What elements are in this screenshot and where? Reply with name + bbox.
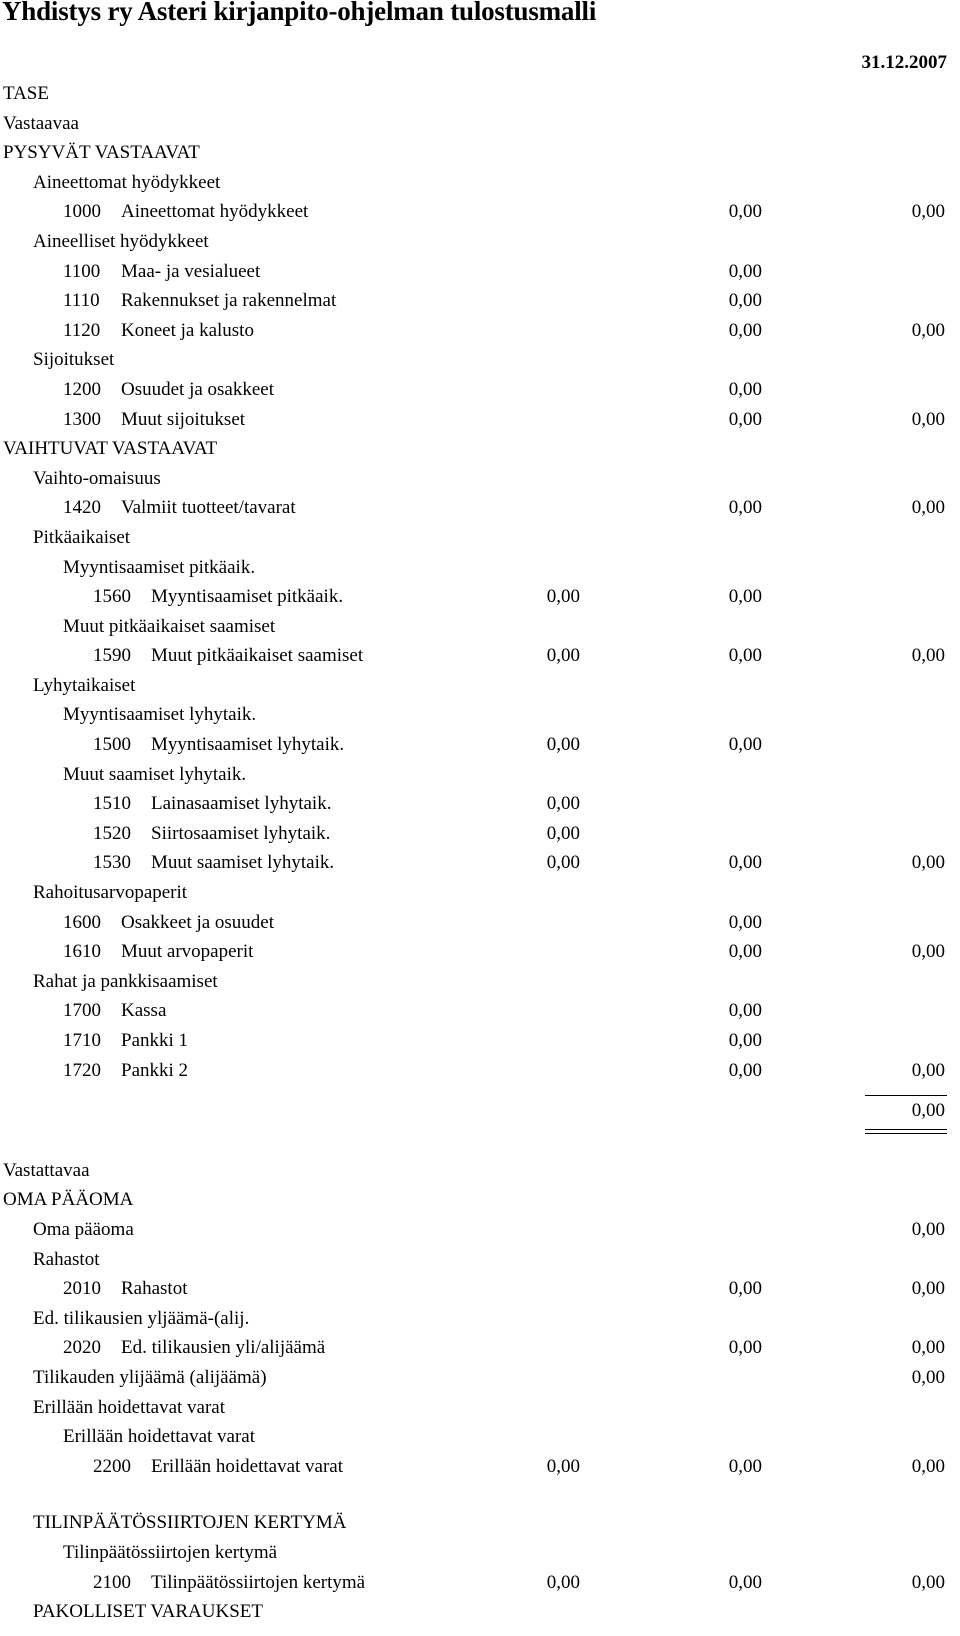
account-name: Tilikauden ylijäämä (alijäämä) xyxy=(33,1366,267,1388)
ledger-row xyxy=(0,760,960,790)
account-name: TASE xyxy=(3,83,49,104)
ledger-row xyxy=(0,848,960,878)
balance-sheet xyxy=(0,79,960,1627)
account-name: Muut sijoitukset xyxy=(121,408,246,430)
amount-c1: 0,00 xyxy=(728,941,762,963)
amount-cb: 0,00 xyxy=(728,645,762,667)
account-number: 2010 xyxy=(63,1278,101,1300)
ledger-row xyxy=(0,789,960,819)
account-name: Oma pääoma xyxy=(33,1218,134,1240)
account-name: VAIHTUVAT VASTAAVAT xyxy=(3,438,218,460)
row-label xyxy=(33,878,187,908)
account-name: Valmiit tuotteet/tavarat xyxy=(121,497,296,519)
report-date: 31.12.2007 xyxy=(861,52,947,73)
account-name: TILINPÄÄTÖSSIIRTOJEN KERTYMÄ xyxy=(33,1512,347,1534)
account-name: Rahastot xyxy=(121,1278,188,1300)
row-label xyxy=(63,1274,188,1304)
ledger-row xyxy=(0,700,960,730)
ledger-row xyxy=(0,1538,960,1568)
ledger-row xyxy=(0,1568,960,1598)
amount-c0: 0,00 xyxy=(546,822,580,844)
account-number: 1600 xyxy=(63,911,101,933)
amount-c0: 0,00 xyxy=(546,586,580,608)
account-name: Muut arvopaperit xyxy=(121,941,254,963)
account-number: 1610 xyxy=(63,941,101,963)
row-label xyxy=(33,1597,263,1627)
row-label xyxy=(63,1422,255,1452)
account-name: Myyntisaamiset lyhytaik. xyxy=(151,734,345,756)
ledger-row xyxy=(0,1026,960,1056)
account-name: Erillään hoidettavat varat xyxy=(33,1396,226,1418)
ledger-row xyxy=(0,1422,960,1452)
ledger-row xyxy=(0,1245,960,1275)
ledger-row xyxy=(0,1452,960,1482)
ledger-row xyxy=(0,996,960,1026)
account-name: Erillään hoidettavat varat xyxy=(63,1426,256,1448)
amount-c1: 0,00 xyxy=(728,408,762,430)
account-number: 1720 xyxy=(63,1059,101,1081)
account-name: Sijoitukset xyxy=(33,349,115,371)
spacer-row xyxy=(0,1085,960,1096)
account-name: Rahastot xyxy=(33,1248,100,1270)
amount-c1: 0,00 xyxy=(728,1030,762,1051)
amount-c0: 0,00 xyxy=(546,734,580,756)
amount-c2: 0,00 xyxy=(911,1455,945,1477)
row-label xyxy=(33,1363,267,1393)
amount-c1: 0,00 xyxy=(728,1000,762,1022)
ledger-row xyxy=(0,671,960,701)
account-name: Lainasaamiset lyhytaik. xyxy=(151,793,332,815)
account-name: Aineelliset hyödykkeet xyxy=(33,230,209,252)
ledger-row xyxy=(0,819,960,849)
account-name: Muut pitkäaikaiset saamiset xyxy=(151,645,364,667)
row-label xyxy=(33,1508,347,1538)
account-name: Aineettomat hyödykkeet xyxy=(33,171,221,193)
ledger-row xyxy=(0,937,960,967)
account-number: 1100 xyxy=(63,260,101,282)
ledger-row xyxy=(0,1333,960,1363)
amount-c2: 0,00 xyxy=(911,1100,945,1122)
row-label xyxy=(3,434,217,464)
row-label xyxy=(63,553,255,583)
amount-cb: 0,00 xyxy=(728,852,762,874)
row-label xyxy=(63,493,296,523)
row-label xyxy=(93,1568,365,1598)
ledger-row xyxy=(0,286,960,316)
amount-cb: 0,00 xyxy=(728,1455,762,1477)
ledger-row xyxy=(0,257,960,287)
total-double-rule xyxy=(865,1133,947,1134)
ledger-row xyxy=(0,908,960,938)
row-label xyxy=(33,464,161,494)
row-label xyxy=(3,1185,133,1215)
amount-c1: 0,00 xyxy=(728,378,762,400)
ledger-row xyxy=(0,434,960,464)
account-name: Erillään hoidettavat varat xyxy=(151,1455,344,1477)
amount-c2: 0,00 xyxy=(911,941,945,963)
row-label xyxy=(3,1156,90,1186)
row-label xyxy=(33,1393,225,1423)
account-name: Rahoitusarvopaperit xyxy=(33,882,188,904)
amount-c2: 0,00 xyxy=(911,852,945,874)
amount-c2: 0,00 xyxy=(911,497,945,519)
account-name: Muut saamiset lyhytaik. xyxy=(63,763,247,785)
account-number: 2200 xyxy=(93,1455,131,1477)
row-label xyxy=(63,286,336,316)
ledger-row xyxy=(0,730,960,760)
row-label xyxy=(63,1333,325,1363)
row-label xyxy=(93,1452,343,1482)
account-number: 1560 xyxy=(93,586,131,608)
amount-c1: 0,00 xyxy=(728,497,762,519)
account-name: Koneet ja kalusto xyxy=(121,319,254,341)
account-name: Siirtosaamiset lyhytaik. xyxy=(151,822,331,844)
row-label xyxy=(63,700,256,730)
amount-c1: 0,00 xyxy=(728,1278,762,1300)
account-name: Osuudet ja osakkeet xyxy=(121,378,275,400)
account-name: Muut saamiset lyhytaik. xyxy=(151,852,335,874)
account-number: 1700 xyxy=(63,1000,101,1022)
ledger-row xyxy=(0,227,960,257)
ledger-row xyxy=(0,1508,960,1538)
row-label xyxy=(93,582,343,612)
ledger-row xyxy=(0,1363,960,1393)
account-name: Tilinpäätössiirtojen kertymä xyxy=(151,1571,366,1593)
row-label xyxy=(93,848,334,878)
account-number: 1520 xyxy=(93,822,131,844)
account-name: OMA PÄÄOMA xyxy=(3,1189,134,1211)
row-label xyxy=(33,227,209,257)
ledger-row xyxy=(0,109,960,139)
amount-c2: 0,00 xyxy=(911,1571,945,1593)
amount-c2: 0,00 xyxy=(911,1278,945,1300)
account-name: Rahat ja pankkisaamiset xyxy=(33,970,218,992)
ledger-row xyxy=(0,967,960,997)
account-name: PYSYVÄT VASTAAVAT xyxy=(3,142,200,164)
row-label xyxy=(63,908,274,938)
ledger-row xyxy=(0,168,960,198)
amount-c1: 0,00 xyxy=(728,319,762,341)
ledger-row xyxy=(0,316,960,346)
amount-c2: 0,00 xyxy=(911,1366,945,1388)
amount-cb: 0,00 xyxy=(728,586,762,608)
spacer-row xyxy=(0,1126,960,1156)
amount-c1: 0,00 xyxy=(728,911,762,933)
ledger-row xyxy=(0,1304,960,1334)
account-number: 1590 xyxy=(93,645,131,667)
row-label xyxy=(33,1304,249,1334)
account-name: Rakennukset ja rakennelmat xyxy=(121,290,337,312)
amount-c1: 0,00 xyxy=(728,1059,762,1081)
amount-cb: 0,00 xyxy=(728,1571,762,1593)
row-label xyxy=(63,316,254,346)
row-label xyxy=(33,967,218,997)
row-label xyxy=(63,257,260,287)
row-label xyxy=(93,730,344,760)
account-name: Vaihto-omaisuus xyxy=(33,467,161,489)
ledger-row xyxy=(0,1056,960,1086)
account-number: 2020 xyxy=(63,1337,101,1359)
ledger-row xyxy=(0,79,960,109)
amount-c0: 0,00 xyxy=(546,852,580,874)
amount-c0: 0,00 xyxy=(546,645,580,667)
amount-c1: 0,00 xyxy=(728,1337,762,1359)
ledger-row xyxy=(0,612,960,642)
ledger-row xyxy=(0,878,960,908)
amount-c2: 0,00 xyxy=(911,201,945,223)
amount-c1: 0,00 xyxy=(728,201,762,223)
row-label xyxy=(63,612,275,642)
row-label xyxy=(63,1538,277,1568)
row-label xyxy=(3,79,49,109)
account-number: 1710 xyxy=(63,1030,101,1051)
ledger-row xyxy=(0,1393,960,1423)
ledger-row xyxy=(0,1215,960,1245)
amount-c0: 0,00 xyxy=(546,1571,580,1593)
row-label xyxy=(3,109,79,139)
row-label xyxy=(33,1215,134,1245)
row-label xyxy=(33,671,135,701)
account-name: Aineettomat hyödykkeet xyxy=(121,201,309,223)
amount-c2: 0,00 xyxy=(911,645,945,667)
account-number: 1200 xyxy=(63,378,101,400)
ledger-row xyxy=(0,493,960,523)
account-name: Pankki 1 xyxy=(121,1030,189,1051)
account-name: Muut pitkäaikaiset saamiset xyxy=(63,615,276,637)
ledger-row xyxy=(0,582,960,612)
account-name: Maa- ja vesialueet xyxy=(121,260,261,282)
account-number: 1530 xyxy=(93,852,131,874)
amount-c2: 0,00 xyxy=(911,408,945,430)
row-label xyxy=(33,523,130,553)
account-name: PAKOLLISET VARAUKSET xyxy=(33,1601,263,1623)
account-name: Ed. tilikausien yljäämä-(alij. xyxy=(33,1307,250,1329)
account-name: Lyhytaikaiset xyxy=(33,674,136,696)
row-label xyxy=(63,375,274,405)
ledger-row xyxy=(0,345,960,375)
account-number: 1000 xyxy=(63,201,101,223)
account-number: 1300 xyxy=(63,408,101,430)
row-label xyxy=(93,789,331,819)
account-number: 1120 xyxy=(63,319,101,341)
row-label xyxy=(33,1245,100,1275)
ledger-row xyxy=(0,1156,960,1186)
ledger-row xyxy=(0,197,960,227)
account-name: Pankki 2 xyxy=(121,1059,189,1081)
account-name: Tilinpäätössiirtojen kertymä xyxy=(63,1541,278,1563)
account-name: Vastattavaa xyxy=(3,1159,90,1181)
account-number: 1420 xyxy=(63,497,101,519)
account-name: Myyntisaamiset lyhytaik. xyxy=(63,704,257,726)
spacer-row xyxy=(0,1481,960,1508)
row-label xyxy=(33,345,114,375)
ledger-row xyxy=(0,464,960,494)
amount-c1: 0,00 xyxy=(728,260,762,282)
ledger-row xyxy=(0,553,960,583)
row-label xyxy=(63,996,166,1026)
ledger-row xyxy=(0,1597,960,1627)
ledger-row xyxy=(0,138,960,168)
account-name: Myyntisaamiset pitkäaik. xyxy=(151,586,344,608)
row-label xyxy=(93,819,330,849)
amount-c0: 0,00 xyxy=(546,1455,580,1477)
amount-cb: 0,00 xyxy=(728,734,762,756)
ledger-row xyxy=(0,405,960,435)
ledger-row xyxy=(0,375,960,405)
account-name: Ed. tilikausien yli/alijäämä xyxy=(121,1337,326,1359)
account-number: 2100 xyxy=(93,1571,131,1593)
ledger-row xyxy=(0,523,960,553)
account-name: Myyntisaamiset pitkäaik. xyxy=(63,556,256,578)
amount-c2: 0,00 xyxy=(911,1218,945,1240)
ledger-row xyxy=(0,1185,960,1215)
amount-c2: 0,00 xyxy=(911,1059,945,1081)
amount-c2: 0,00 xyxy=(911,1337,945,1359)
row-label xyxy=(63,197,308,227)
row-label xyxy=(33,168,220,198)
account-name: Vastaavaa xyxy=(3,112,79,134)
account-name: Pitkäaikaiset xyxy=(33,526,131,548)
account-name: Osakkeet ja osuudet xyxy=(121,911,275,933)
account-number: 1510 xyxy=(93,793,131,815)
account-number: 1110 xyxy=(63,290,100,312)
amount-c1: 0,00 xyxy=(728,290,762,312)
row-label xyxy=(3,138,200,168)
row-label xyxy=(93,641,363,671)
row-label xyxy=(63,760,246,790)
account-name: Kassa xyxy=(121,1000,167,1022)
row-label xyxy=(63,405,245,435)
row-label xyxy=(63,937,253,967)
ledger-row xyxy=(0,641,960,671)
amount-c2: 0,00 xyxy=(911,319,945,341)
ledger-row xyxy=(0,1274,960,1304)
account-number: 1500 xyxy=(93,734,131,756)
report-title: Yhdistys ry Asteri kirjanpito-ohjelman tulostusmalli xyxy=(2,0,597,26)
amount-c0: 0,00 xyxy=(546,793,580,815)
total-double-rule xyxy=(865,1129,947,1130)
row-label xyxy=(63,1056,188,1086)
row-label xyxy=(63,1026,188,1056)
ledger-row xyxy=(0,1096,960,1126)
